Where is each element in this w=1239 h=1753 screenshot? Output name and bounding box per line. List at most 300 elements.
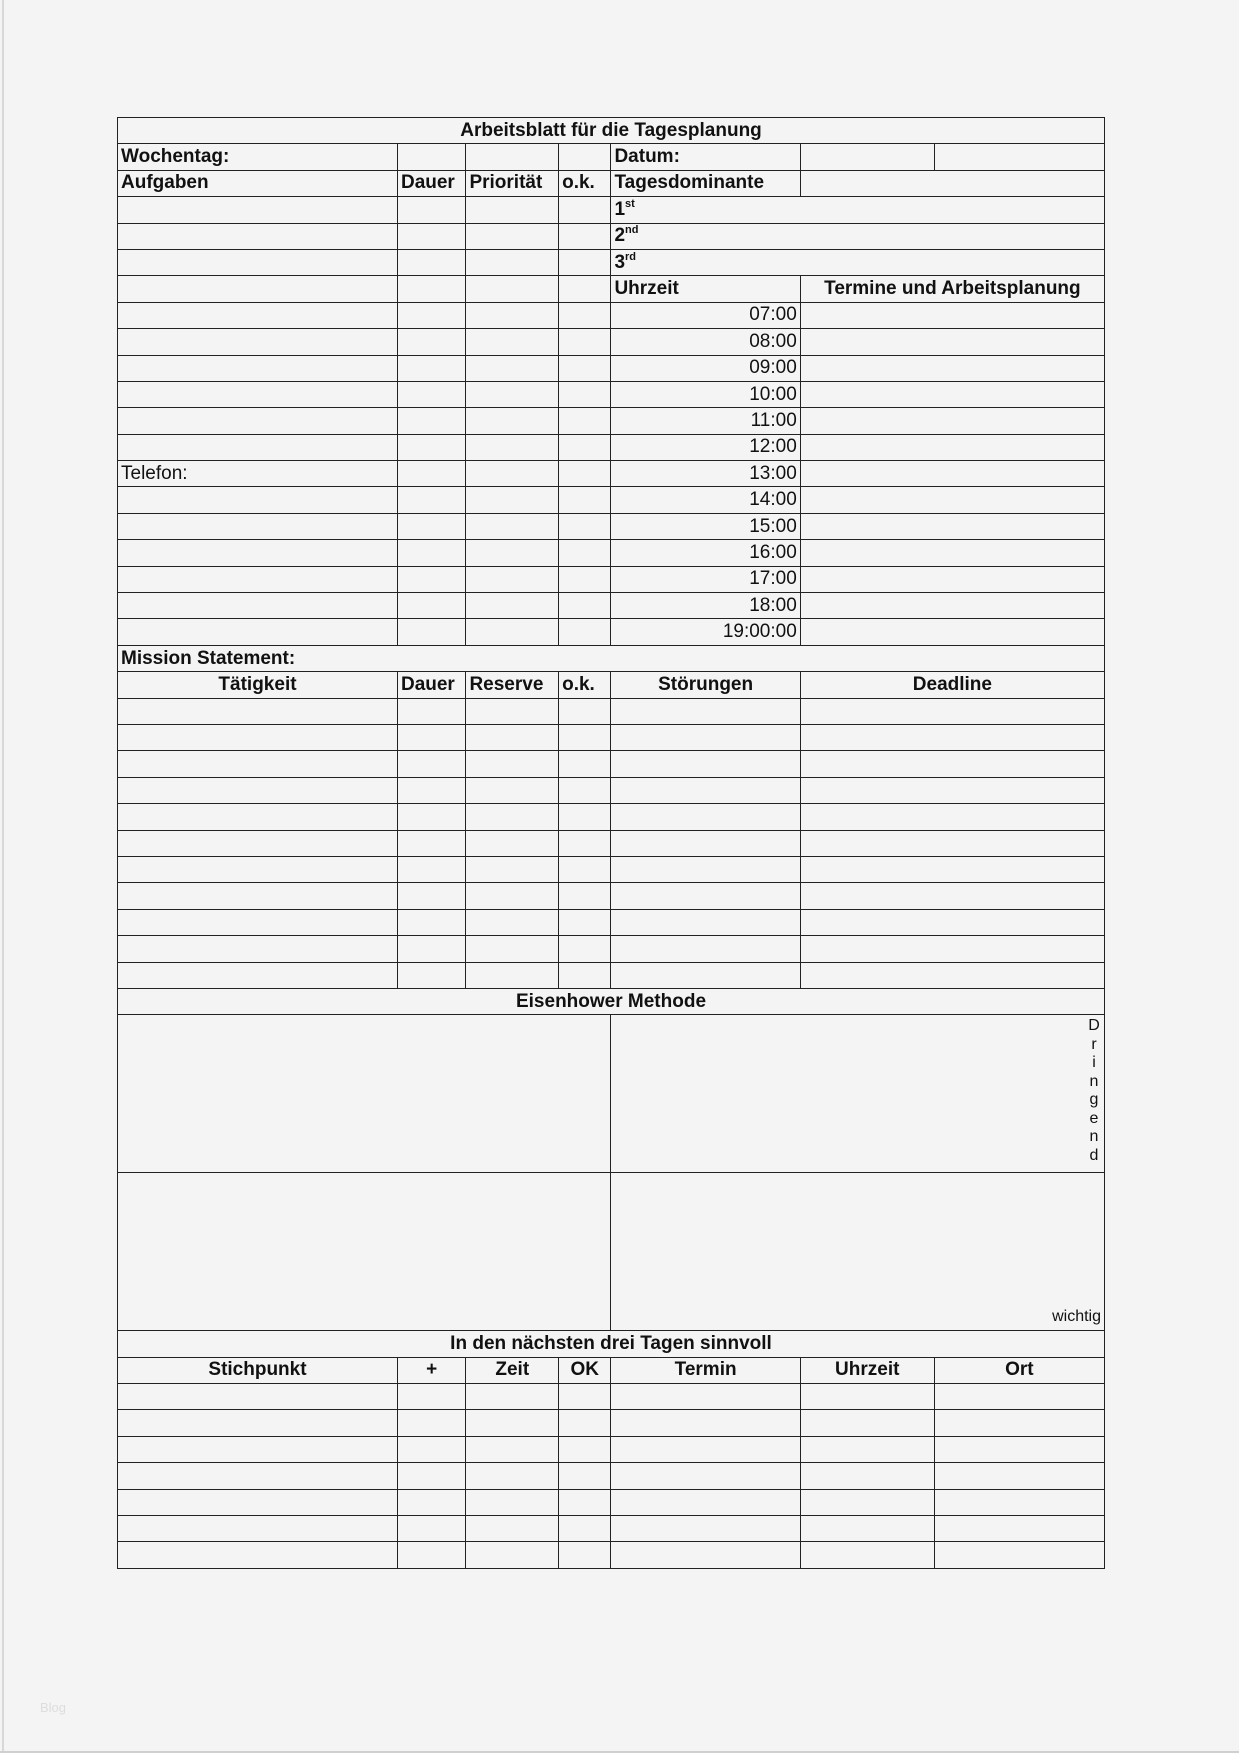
termin-field[interactable]: [800, 540, 1104, 566]
cell[interactable]: [934, 1436, 1104, 1462]
header-dauer: Dauer: [397, 170, 465, 196]
next-days-row: [118, 1516, 1105, 1542]
cell[interactable]: [559, 197, 611, 223]
cell[interactable]: [466, 566, 559, 592]
cell[interactable]: [611, 909, 800, 935]
cell[interactable]: [466, 856, 559, 882]
cell[interactable]: [934, 1516, 1104, 1542]
taetigkeit-row: [118, 698, 1105, 724]
cell[interactable]: [118, 513, 398, 539]
dominante-number: 3: [614, 251, 626, 273]
cell[interactable]: [466, 144, 559, 170]
cell[interactable]: [559, 619, 611, 645]
planning-worksheet: [117, 117, 1105, 1569]
cell[interactable]: [466, 487, 559, 513]
cell[interactable]: [800, 830, 1104, 856]
termin-field[interactable]: [800, 487, 1104, 513]
uhrzeit-header-row: [118, 276, 1105, 302]
header-tagesdominante: Tagesdominante: [611, 170, 800, 196]
cell[interactable]: [118, 830, 398, 856]
cell[interactable]: [559, 593, 611, 619]
cell[interactable]: [118, 276, 398, 302]
time-row: [118, 329, 1105, 355]
cell[interactable]: [559, 1384, 611, 1410]
cell[interactable]: [118, 566, 398, 592]
taetigkeit-row: [118, 909, 1105, 935]
cell[interactable]: [466, 698, 559, 724]
taetigkeit-row: [118, 830, 1105, 856]
cell[interactable]: [466, 197, 559, 223]
cell[interactable]: [397, 1516, 465, 1542]
cell[interactable]: [800, 962, 1104, 988]
cell[interactable]: [559, 540, 611, 566]
cell[interactable]: [466, 540, 559, 566]
time-slot: 19:00:00: [611, 619, 800, 645]
cell[interactable]: [397, 487, 465, 513]
cell[interactable]: [118, 302, 398, 328]
header-prioritaet: Priorität: [466, 170, 559, 196]
header-plus: +: [397, 1357, 465, 1383]
time-slot: 08:00: [611, 329, 800, 355]
wochentag-label: Wochentag:: [118, 144, 398, 170]
cell[interactable]: [466, 962, 559, 988]
cell[interactable]: [118, 936, 398, 962]
cell[interactable]: [397, 909, 465, 935]
cell[interactable]: [118, 1489, 398, 1515]
time-row: [118, 566, 1105, 592]
cell[interactable]: [118, 1516, 398, 1542]
time-row: [118, 355, 1105, 381]
cell[interactable]: [559, 698, 611, 724]
cell[interactable]: [397, 962, 465, 988]
termin-field[interactable]: [800, 329, 1104, 355]
cell[interactable]: [118, 777, 398, 803]
header-ort: Ort: [934, 1357, 1104, 1383]
cell[interactable]: [800, 909, 1104, 935]
cell[interactable]: [559, 1463, 611, 1489]
cell[interactable]: [466, 249, 559, 275]
header-taetigkeit: Tätigkeit: [118, 672, 398, 698]
next-days-row: [118, 1542, 1105, 1568]
cell[interactable]: [397, 1489, 465, 1515]
cell[interactable]: [466, 724, 559, 750]
taetigkeit-header-row: [118, 672, 1105, 698]
cell[interactable]: [397, 593, 465, 619]
cell[interactable]: [466, 513, 559, 539]
cell[interactable]: [800, 1542, 934, 1568]
time-slot: 12:00: [611, 434, 800, 460]
cell[interactable]: [118, 223, 398, 249]
cell[interactable]: [466, 883, 559, 909]
header-aufgaben: Aufgaben: [118, 170, 398, 196]
cell[interactable]: [559, 883, 611, 909]
cell[interactable]: [466, 1410, 559, 1436]
header-ok: o.k.: [559, 170, 611, 196]
watermark: Blog: [40, 1700, 67, 1715]
cell[interactable]: [559, 1410, 611, 1436]
cell[interactable]: [466, 619, 559, 645]
cell[interactable]: [397, 434, 465, 460]
cell[interactable]: [800, 1463, 934, 1489]
dominante-number: 1: [614, 198, 626, 220]
header-reserve: Reserve: [466, 672, 559, 698]
header-zeit: Zeit: [466, 1357, 559, 1383]
cell[interactable]: [559, 144, 611, 170]
cell[interactable]: [397, 1436, 465, 1462]
cell[interactable]: [800, 751, 1104, 777]
taetigkeit-row: [118, 751, 1105, 777]
cell[interactable]: [559, 1516, 611, 1542]
cell[interactable]: [611, 777, 800, 803]
cell[interactable]: [466, 936, 559, 962]
next-days-row: [118, 1463, 1105, 1489]
cell[interactable]: [397, 355, 465, 381]
dominante-2[interactable]: [611, 223, 1105, 249]
time-slot: 11:00: [611, 408, 800, 434]
cell[interactable]: [118, 329, 398, 355]
tagesdominante-field[interactable]: [800, 170, 1104, 196]
time-row: [118, 593, 1105, 619]
cell[interactable]: [118, 355, 398, 381]
cell[interactable]: [800, 698, 1104, 724]
time-row: [118, 434, 1105, 460]
cell[interactable]: [559, 487, 611, 513]
cell[interactable]: [559, 936, 611, 962]
cell[interactable]: [118, 751, 398, 777]
cell[interactable]: [118, 804, 398, 830]
header-stichpunkt: Stichpunkt: [118, 1357, 398, 1383]
cell[interactable]: [397, 751, 465, 777]
cell[interactable]: [611, 1410, 800, 1436]
cell[interactable]: [397, 302, 465, 328]
cell[interactable]: [611, 1436, 800, 1462]
cell[interactable]: [611, 962, 800, 988]
cell[interactable]: [466, 408, 559, 434]
next-days-row: [118, 1384, 1105, 1410]
time-row: [118, 461, 1105, 487]
quadrant-bottom-left[interactable]: [118, 1173, 611, 1331]
cell[interactable]: [559, 408, 611, 434]
dominante-number: 2: [614, 225, 626, 247]
cell[interactable]: [397, 1384, 465, 1410]
dringend-label: D r i n g e n d: [1088, 1017, 1100, 1164]
cell[interactable]: [397, 408, 465, 434]
cell[interactable]: [800, 856, 1104, 882]
mission-statement-label: Mission Statement:: [118, 645, 1105, 671]
aufgaben-row: [118, 197, 1105, 223]
next-days-title: In den nächsten drei Tagen sinnvoll: [118, 1331, 1105, 1357]
cell[interactable]: [397, 1410, 465, 1436]
cell[interactable]: [118, 856, 398, 882]
time-slot: 10:00: [611, 381, 800, 407]
cell[interactable]: [397, 249, 465, 275]
cell[interactable]: [397, 804, 465, 830]
header-termine: Termine und Arbeitsplanung: [800, 276, 1104, 302]
cell[interactable]: [397, 329, 465, 355]
cell[interactable]: [611, 883, 800, 909]
cell[interactable]: [611, 1489, 800, 1515]
next-days-row: [118, 1436, 1105, 1462]
cell[interactable]: [800, 883, 1104, 909]
cell[interactable]: [397, 830, 465, 856]
cell[interactable]: [118, 1410, 398, 1436]
cell[interactable]: [118, 909, 398, 935]
cell[interactable]: [800, 1436, 934, 1462]
mission-row: [118, 645, 1105, 671]
cell[interactable]: [466, 751, 559, 777]
cell[interactable]: [118, 593, 398, 619]
cell[interactable]: [559, 909, 611, 935]
cell[interactable]: [118, 434, 398, 460]
cell[interactable]: [800, 777, 1104, 803]
cell[interactable]: [611, 936, 800, 962]
time-slot: 17:00: [611, 566, 800, 592]
cell[interactable]: [466, 830, 559, 856]
cell[interactable]: [466, 1542, 559, 1568]
header-stoerungen: Störungen: [611, 672, 800, 698]
cell[interactable]: [559, 566, 611, 592]
datum-field[interactable]: [800, 144, 934, 170]
cell[interactable]: [559, 513, 611, 539]
dominante-1[interactable]: [611, 197, 1105, 223]
cell[interactable]: [559, 724, 611, 750]
cell[interactable]: [800, 804, 1104, 830]
telefon-label: Telefon:: [118, 461, 398, 487]
time-slot: 18:00: [611, 593, 800, 619]
time-row: [118, 408, 1105, 434]
cell[interactable]: [397, 513, 465, 539]
cell[interactable]: [397, 144, 465, 170]
quadrant-top-left[interactable]: [118, 1015, 611, 1173]
cell[interactable]: [934, 1410, 1104, 1436]
cell[interactable]: [397, 724, 465, 750]
header-ok: o.k.: [559, 672, 611, 698]
cell[interactable]: [466, 1516, 559, 1542]
termin-field[interactable]: [800, 408, 1104, 434]
cell[interactable]: [559, 962, 611, 988]
cell[interactable]: [466, 804, 559, 830]
taetigkeit-row: [118, 962, 1105, 988]
cell[interactable]: [800, 1489, 934, 1515]
cell[interactable]: [611, 724, 800, 750]
cell[interactable]: [559, 830, 611, 856]
header-uhrzeit: Uhrzeit: [611, 276, 800, 302]
termin-field[interactable]: [800, 619, 1104, 645]
time-row: [118, 513, 1105, 539]
quadrant-top-right[interactable]: [611, 1015, 1105, 1173]
cell[interactable]: [559, 1489, 611, 1515]
cell[interactable]: [559, 1436, 611, 1462]
taetigkeit-row: [118, 777, 1105, 803]
worksheet-title: Arbeitsblatt für die Tagesplanung: [118, 118, 1105, 144]
cell[interactable]: [934, 1489, 1104, 1515]
cell[interactable]: [397, 381, 465, 407]
taetigkeit-row: [118, 936, 1105, 962]
cell[interactable]: [466, 381, 559, 407]
next-days-row: [118, 1410, 1105, 1436]
cell[interactable]: [466, 355, 559, 381]
cell[interactable]: [118, 1384, 398, 1410]
cell[interactable]: [397, 856, 465, 882]
datum-label: Datum:: [611, 144, 800, 170]
cell[interactable]: [800, 936, 1104, 962]
cell[interactable]: [559, 804, 611, 830]
aufgaben-row: [118, 223, 1105, 249]
next-days-title-row: [118, 1331, 1105, 1357]
cell[interactable]: [611, 830, 800, 856]
time-row: [118, 381, 1105, 407]
header-dauer: Dauer: [397, 672, 465, 698]
cell[interactable]: [559, 751, 611, 777]
cell[interactable]: [397, 197, 465, 223]
cell[interactable]: [466, 302, 559, 328]
cell[interactable]: [118, 962, 398, 988]
time-row: [118, 302, 1105, 328]
cell[interactable]: [559, 302, 611, 328]
eisenhower-bottom-row: [118, 1173, 1105, 1331]
cell[interactable]: [397, 1463, 465, 1489]
aufgaben-header-row: [118, 170, 1105, 196]
cell[interactable]: [466, 909, 559, 935]
cell[interactable]: [397, 223, 465, 249]
termin-field[interactable]: [800, 513, 1104, 539]
aufgaben-row: [118, 249, 1105, 275]
cell[interactable]: [559, 856, 611, 882]
cell[interactable]: [611, 1384, 800, 1410]
cell[interactable]: [118, 619, 398, 645]
cell[interactable]: [559, 355, 611, 381]
cell[interactable]: [559, 461, 611, 487]
cell[interactable]: [466, 1489, 559, 1515]
quadrant-bottom-right[interactable]: [611, 1173, 1105, 1331]
cell[interactable]: [118, 197, 398, 223]
taetigkeit-row: [118, 724, 1105, 750]
cell[interactable]: [466, 434, 559, 460]
cell[interactable]: [466, 329, 559, 355]
cell[interactable]: [559, 777, 611, 803]
cell[interactable]: [611, 1542, 800, 1568]
next-days-header-row: [118, 1357, 1105, 1383]
wochentag-row: [118, 144, 1105, 170]
time-row: [118, 540, 1105, 566]
cell[interactable]: [466, 1384, 559, 1410]
eisenhower-title: Eisenhower Methode: [118, 988, 1105, 1014]
cell[interactable]: [559, 381, 611, 407]
termin-field[interactable]: [800, 355, 1104, 381]
taetigkeit-row: [118, 883, 1105, 909]
cell[interactable]: [118, 249, 398, 275]
header-deadline: Deadline: [800, 672, 1104, 698]
cell[interactable]: [397, 883, 465, 909]
cell[interactable]: [118, 540, 398, 566]
header-uhrzeit: Uhrzeit: [800, 1357, 934, 1383]
dominante-suffix: st: [625, 197, 635, 210]
cell[interactable]: [397, 276, 465, 302]
header-ok: OK: [559, 1357, 611, 1383]
termin-field[interactable]: [800, 566, 1104, 592]
termin-field[interactable]: [800, 461, 1104, 487]
page-edge: [2, 0, 4, 1753]
cell[interactable]: [934, 1463, 1104, 1489]
cell[interactable]: [934, 1542, 1104, 1568]
cell[interactable]: [466, 223, 559, 249]
cell[interactable]: [611, 804, 800, 830]
cell[interactable]: [559, 434, 611, 460]
dominante-3[interactable]: [611, 249, 1105, 275]
cell[interactable]: [800, 1516, 934, 1542]
cell[interactable]: [466, 1436, 559, 1462]
cell[interactable]: [118, 883, 398, 909]
cell[interactable]: [118, 1542, 398, 1568]
cell[interactable]: [800, 1410, 934, 1436]
time-slot: 07:00: [611, 302, 800, 328]
cell[interactable]: [466, 1463, 559, 1489]
header-termin: Termin: [611, 1357, 800, 1383]
cell[interactable]: [611, 751, 800, 777]
next-days-row: [118, 1489, 1105, 1515]
termin-field[interactable]: [800, 302, 1104, 328]
eisenhower-title-row: [118, 988, 1105, 1014]
cell[interactable]: [466, 276, 559, 302]
title-row: [118, 118, 1105, 144]
cell[interactable]: [397, 1542, 465, 1568]
wichtig-label: wichtig: [1052, 1308, 1101, 1326]
cell[interactable]: [559, 1542, 611, 1568]
cell[interactable]: [559, 249, 611, 275]
cell[interactable]: [397, 566, 465, 592]
cell[interactable]: [934, 1384, 1104, 1410]
cell[interactable]: [611, 1516, 800, 1542]
taetigkeit-row: [118, 856, 1105, 882]
cell[interactable]: [118, 487, 398, 513]
cell[interactable]: [118, 698, 398, 724]
cell[interactable]: [397, 698, 465, 724]
cell[interactable]: [611, 856, 800, 882]
cell[interactable]: [397, 936, 465, 962]
dominante-suffix: rd: [625, 250, 637, 263]
cell[interactable]: [466, 461, 559, 487]
cell[interactable]: [118, 1463, 398, 1489]
time-slot: 14:00: [611, 487, 800, 513]
cell[interactable]: [118, 381, 398, 407]
cell[interactable]: [559, 329, 611, 355]
cell[interactable]: [397, 540, 465, 566]
cell[interactable]: [118, 408, 398, 434]
termin-field[interactable]: [800, 434, 1104, 460]
cell[interactable]: [559, 223, 611, 249]
time-row: [118, 487, 1105, 513]
termin-field[interactable]: [800, 381, 1104, 407]
cell[interactable]: [118, 724, 398, 750]
cell[interactable]: [397, 619, 465, 645]
cell[interactable]: [118, 1436, 398, 1462]
taetigkeit-row: [118, 804, 1105, 830]
dominante-suffix: nd: [625, 224, 639, 237]
termin-field[interactable]: [800, 593, 1104, 619]
cell[interactable]: [800, 724, 1104, 750]
cell[interactable]: [397, 461, 465, 487]
cell[interactable]: [397, 777, 465, 803]
time-slot: 16:00: [611, 540, 800, 566]
cell[interactable]: [611, 1463, 800, 1489]
cell[interactable]: [559, 276, 611, 302]
cell[interactable]: [466, 777, 559, 803]
time-slot: 15:00: [611, 513, 800, 539]
datum-field[interactable]: [934, 144, 1104, 170]
cell[interactable]: [611, 698, 800, 724]
cell[interactable]: [800, 1384, 934, 1410]
cell[interactable]: [466, 593, 559, 619]
